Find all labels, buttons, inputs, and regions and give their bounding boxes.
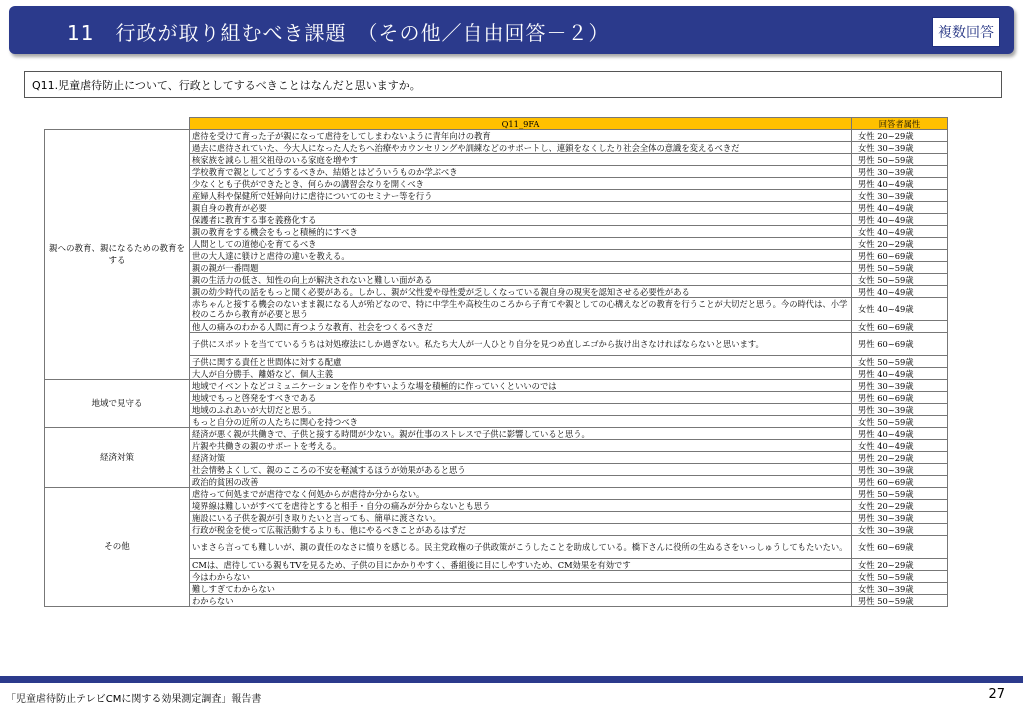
- answer-cell: 片親や共働きの親のサポートを考える。: [190, 440, 852, 452]
- answer-cell: 難しすぎてわからない: [190, 583, 852, 595]
- attribute-cell: 男性 20~29歳: [852, 452, 948, 464]
- table-body: [45, 130, 948, 607]
- attribute-cell: 男性 60~69歳: [852, 333, 948, 356]
- answer-cell: 核家族を減らし祖父祖母のいる家庭を増やす: [190, 154, 852, 166]
- answer-cell: 虐待を受けて育った子が親になって虐待をしてしまわないように青年向けの教育: [190, 130, 852, 142]
- attribute-cell: 女性 20~29歳: [852, 500, 948, 512]
- attribute-cell: 男性 50~59歳: [852, 154, 948, 166]
- multiple-answer-badge: 複数回答: [932, 17, 1000, 47]
- attribute-cell: 男性 40~49歳: [852, 428, 948, 440]
- answer-cell: 今はわからない: [190, 571, 852, 583]
- attribute-cell: 男性 30~39歳: [852, 166, 948, 178]
- answer-cell: 親自身の教育が必要: [190, 202, 852, 214]
- answer-cell: 経済対策: [190, 452, 852, 464]
- answer-cell: 親の教育をする機会をもっと積極的にすべき: [190, 226, 852, 238]
- header-blank-cell: [45, 118, 190, 130]
- answer-cell: 過去に虐待されていた、今大人になった人たちへ治療やカウンセリングや訓練などのサポートし、連鎖をなくしたり社会全体の意識を変えるべきだ: [190, 142, 852, 154]
- answer-cell: 保護者に教育する事を義務化する: [190, 214, 852, 226]
- answer-cell: 政治的貧困の改善: [190, 476, 852, 488]
- attribute-cell: 男性 30~39歳: [852, 404, 948, 416]
- answer-cell: CMは、虐待している親もTVを見るため、子供の目にかかりやすく、番組後に目にしやすいため、CM効果を有効です: [190, 559, 852, 571]
- attribute-cell: 女性 40~49歳: [852, 298, 948, 321]
- attribute-cell: 男性 40~49歳: [852, 214, 948, 226]
- attribute-cell: 男性 60~69歳: [852, 392, 948, 404]
- attribute-cell: 女性 50~59歳: [852, 571, 948, 583]
- title-bar: [9, 6, 1014, 54]
- free-answer-table: [44, 117, 948, 607]
- category-cell: その他: [45, 488, 190, 607]
- attribute-cell: 女性 50~59歳: [852, 274, 948, 286]
- attribute-cell: 女性 20~29歳: [852, 559, 948, 571]
- attribute-cell: 女性 40~49歳: [852, 226, 948, 238]
- answer-cell: 他人の痛みのわかる人間に育つような教育、社会をつくるべきだ: [190, 321, 852, 333]
- attribute-cell: 女性 50~59歳: [852, 416, 948, 428]
- attribute-cell: 男性 40~49歳: [852, 286, 948, 298]
- category-cell: 親への教育、親になるための教育をする: [45, 130, 190, 380]
- attribute-cell: 女性 60~69歳: [852, 321, 948, 333]
- attribute-cell: 男性 40~49歳: [852, 202, 948, 214]
- answer-cell: 産婦人科や保健所で妊婦向けに虐待についてのセミナー等を行う: [190, 190, 852, 202]
- answer-cell: 赤ちゃんと接する機会のないまま親になる人が殆どなので、特に中学生や高校生のころから子育てや親としての心構えなどの教育を行うことが大切だと思う。今の時代は、小学校のころから教育が必要と思う: [190, 298, 852, 321]
- answer-cell: 世の大人達に躾けと虐待の違いを教える。: [190, 250, 852, 262]
- question-box: [24, 71, 1002, 98]
- page-title: 11 行政が取り組むべき課題 （その他／自由回答－２）: [67, 21, 610, 45]
- answer-cell: 地域のふれあいが大切だと思う。: [190, 404, 852, 416]
- table-row: [45, 380, 948, 392]
- attribute-cell: 女性 20~29歳: [852, 238, 948, 250]
- attribute-cell: 女性 30~39歳: [852, 142, 948, 154]
- footer-divider: [0, 676, 1023, 683]
- attribute-cell: 男性 50~59歳: [852, 488, 948, 500]
- answer-cell: 人間としての道徳心を育てるべき: [190, 238, 852, 250]
- attribute-cell: 男性 60~69歳: [852, 476, 948, 488]
- answer-cell: いまさら言っても難しいが、親の責任のなさに憤りを感じる。民主党政権の子供政策がこうしたことを助成している。橋下さんに役所の生ぬるさをいっしゅうしてもたいたい。: [190, 536, 852, 559]
- attribute-cell: 女性 20~29歳: [852, 130, 948, 142]
- answer-cell: 少なくとも子供ができたとき、何らかの講習会なりを開くべき: [190, 178, 852, 190]
- attribute-cell: 男性 40~49歳: [852, 178, 948, 190]
- attribute-cell: 男性 50~59歳: [852, 262, 948, 274]
- answer-cell: 大人が自分勝手、離婚など、個人主義: [190, 368, 852, 380]
- page-number: 27: [988, 687, 1005, 702]
- attribute-cell: 女性 30~39歳: [852, 583, 948, 595]
- attribute-cell: 男性 30~39歳: [852, 512, 948, 524]
- attribute-cell: 男性 30~39歳: [852, 464, 948, 476]
- table-row: [45, 488, 948, 500]
- attribute-cell: 女性 30~39歳: [852, 190, 948, 202]
- footer-report-title: 「児童虐待防止テレビCMに関する効果測定調査」報告書: [6, 694, 262, 705]
- answer-cell: 境界線は難しいがすべてを虐待とすると相手・自分の痛みが分からないとも思う: [190, 500, 852, 512]
- attribute-cell: 男性 30~39歳: [852, 380, 948, 392]
- answer-cell: 親の幼少時代の話をもっと聞く必要がある。しかし、親が父性愛や母性愛が乏しくなっている親自身の現実を認知させる必要性がある: [190, 286, 852, 298]
- answer-cell: わからない: [190, 595, 852, 607]
- table-row: [45, 130, 948, 142]
- attribute-cell: 男性 40~49歳: [852, 368, 948, 380]
- answer-cell: 学校教育で親としてどうするべきか、結婚とはどういうものか学ぶべき: [190, 166, 852, 178]
- answer-cell: 行政が税金を使って広報活動するよりも、他にやるべきことがあるはずだ: [190, 524, 852, 536]
- attribute-cell: 女性 30~39歳: [852, 524, 948, 536]
- answer-cell: 親の生活力の低さ、知性の向上が解決されないと難しい面がある: [190, 274, 852, 286]
- answer-cell: 社会情勢よくして、親のこころの不安を軽減するほうが効果があると思う: [190, 464, 852, 476]
- header-answer: Q11_9FA: [190, 118, 852, 130]
- table-row: [45, 428, 948, 440]
- answer-cell: 子供に関する責任と世間体に対する配慮: [190, 356, 852, 368]
- attribute-cell: 男性 50~59歳: [852, 595, 948, 607]
- answer-cell: 地域でもっと啓発をすべきである: [190, 392, 852, 404]
- answer-cell: 経済が悪く親が共働きで、子供と接する時間が少ない。親が仕事のストレスで子供に影響していると思う。: [190, 428, 852, 440]
- answer-cell: 虐待って何処までが虐待でなく何処からが虐待か分からない。: [190, 488, 852, 500]
- header-attribute: 回答者属性: [852, 118, 948, 130]
- answer-cell: 地域でイベントなどコミュニケーションを作りやすいような場を積極的に作っていくといいのでは: [190, 380, 852, 392]
- answer-cell: もっと自分の近所の人たちに関心を持つべき: [190, 416, 852, 428]
- attribute-cell: 女性 40~49歳: [852, 440, 948, 452]
- category-cell: 地域で見守る: [45, 380, 190, 428]
- attribute-cell: 女性 60~69歳: [852, 536, 948, 559]
- category-cell: 経済対策: [45, 428, 190, 488]
- answer-cell: 子供にスポットを当てているうちは対処療法にしか過ぎない。私たち大人が一人ひとり自分を見つめ直しエゴから抜け出さなければならないと思います。: [190, 333, 852, 356]
- answer-cell: 施設にいる子供を親が引き取りたいと言っても、簡単に渡さない。: [190, 512, 852, 524]
- question-text: Q11.児童虐待防止について、行政としてするべきことはなんだと思いますか。: [32, 79, 421, 92]
- attribute-cell: 女性 50~59歳: [852, 356, 948, 368]
- attribute-cell: 男性 60~69歳: [852, 250, 948, 262]
- answer-cell: 親の親が一番問題: [190, 262, 852, 274]
